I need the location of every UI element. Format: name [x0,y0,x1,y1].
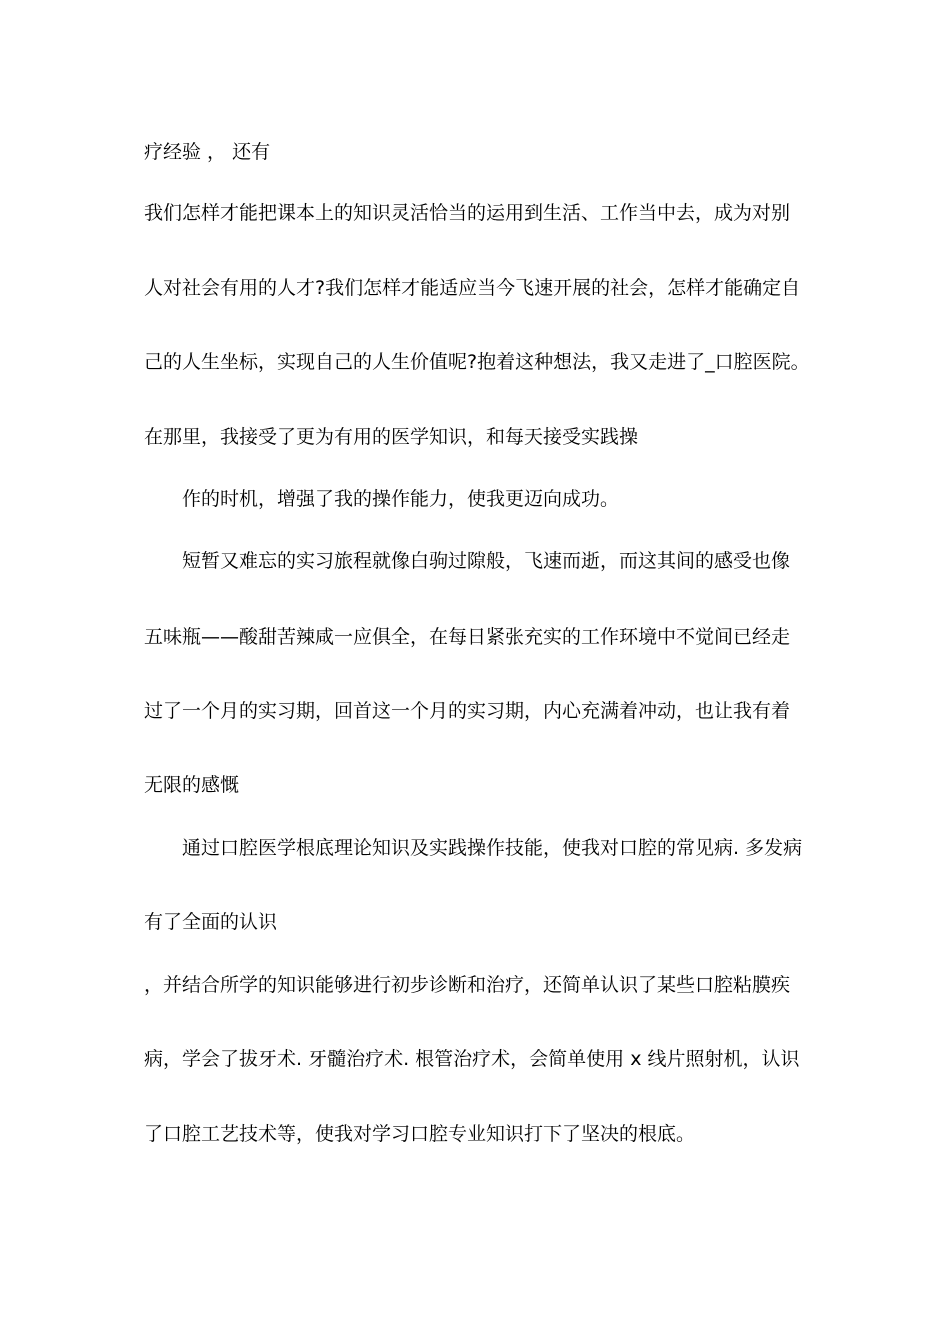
text-line: 过了一个月的实习期，回首这一个月的实习期，内心充满着冲动，也让我有着 [144,700,791,722]
text-line: 五味瓶——酸甜苦辣咸一应俱全，在每日紧张充实的工作环境中不觉间已经走 [144,626,791,648]
text-line: 在那里，我接受了更为有用的医学知识，和每天接受实践操 [144,426,639,448]
text-line: 了口腔工艺技术等，使我对学习口腔专业知识打下了坚决的根底。 [144,1123,696,1145]
text-line: 有了全面的认识 [144,911,278,933]
text-line: 人对社会有用的人才?我们怎样才能适应当今飞速开展的社会，怎样才能确定自 [144,277,801,299]
text-line: 病，学会了拔牙术. 牙髓治疗术. 根管治疗术，会简单使用 x 线片照射机，认识 [144,1048,800,1070]
text-line: 我们怎样才能把课本上的知识灵活恰当的运用到生活、工作当中去，成为对别 [144,202,791,224]
text-line: 己的人生坐标，实现自己的人生价值呢?抱着这种想法，我又走进了_口腔医院。 [144,351,810,373]
paragraph-start: 短暂又难忘的实习旅程就像白驹过隙般，飞速而逝，而这其间的感受也像 [182,550,791,572]
text-line: 疗经验 ， 还有 [144,141,271,163]
paragraph-start: 通过口腔医学根底理论知识及实践操作技能，使我对口腔的常见病. 多发病 [182,837,803,859]
text-line: 无限的感慨 [144,774,240,796]
text-line: 作的时机，增强了我的操作能力，使我更迈向成功。 [182,488,620,510]
text-line: ，并结合所学的知识能够进行初步诊断和治疗，还简单认识了某些口腔粘膜疾 [144,974,791,996]
